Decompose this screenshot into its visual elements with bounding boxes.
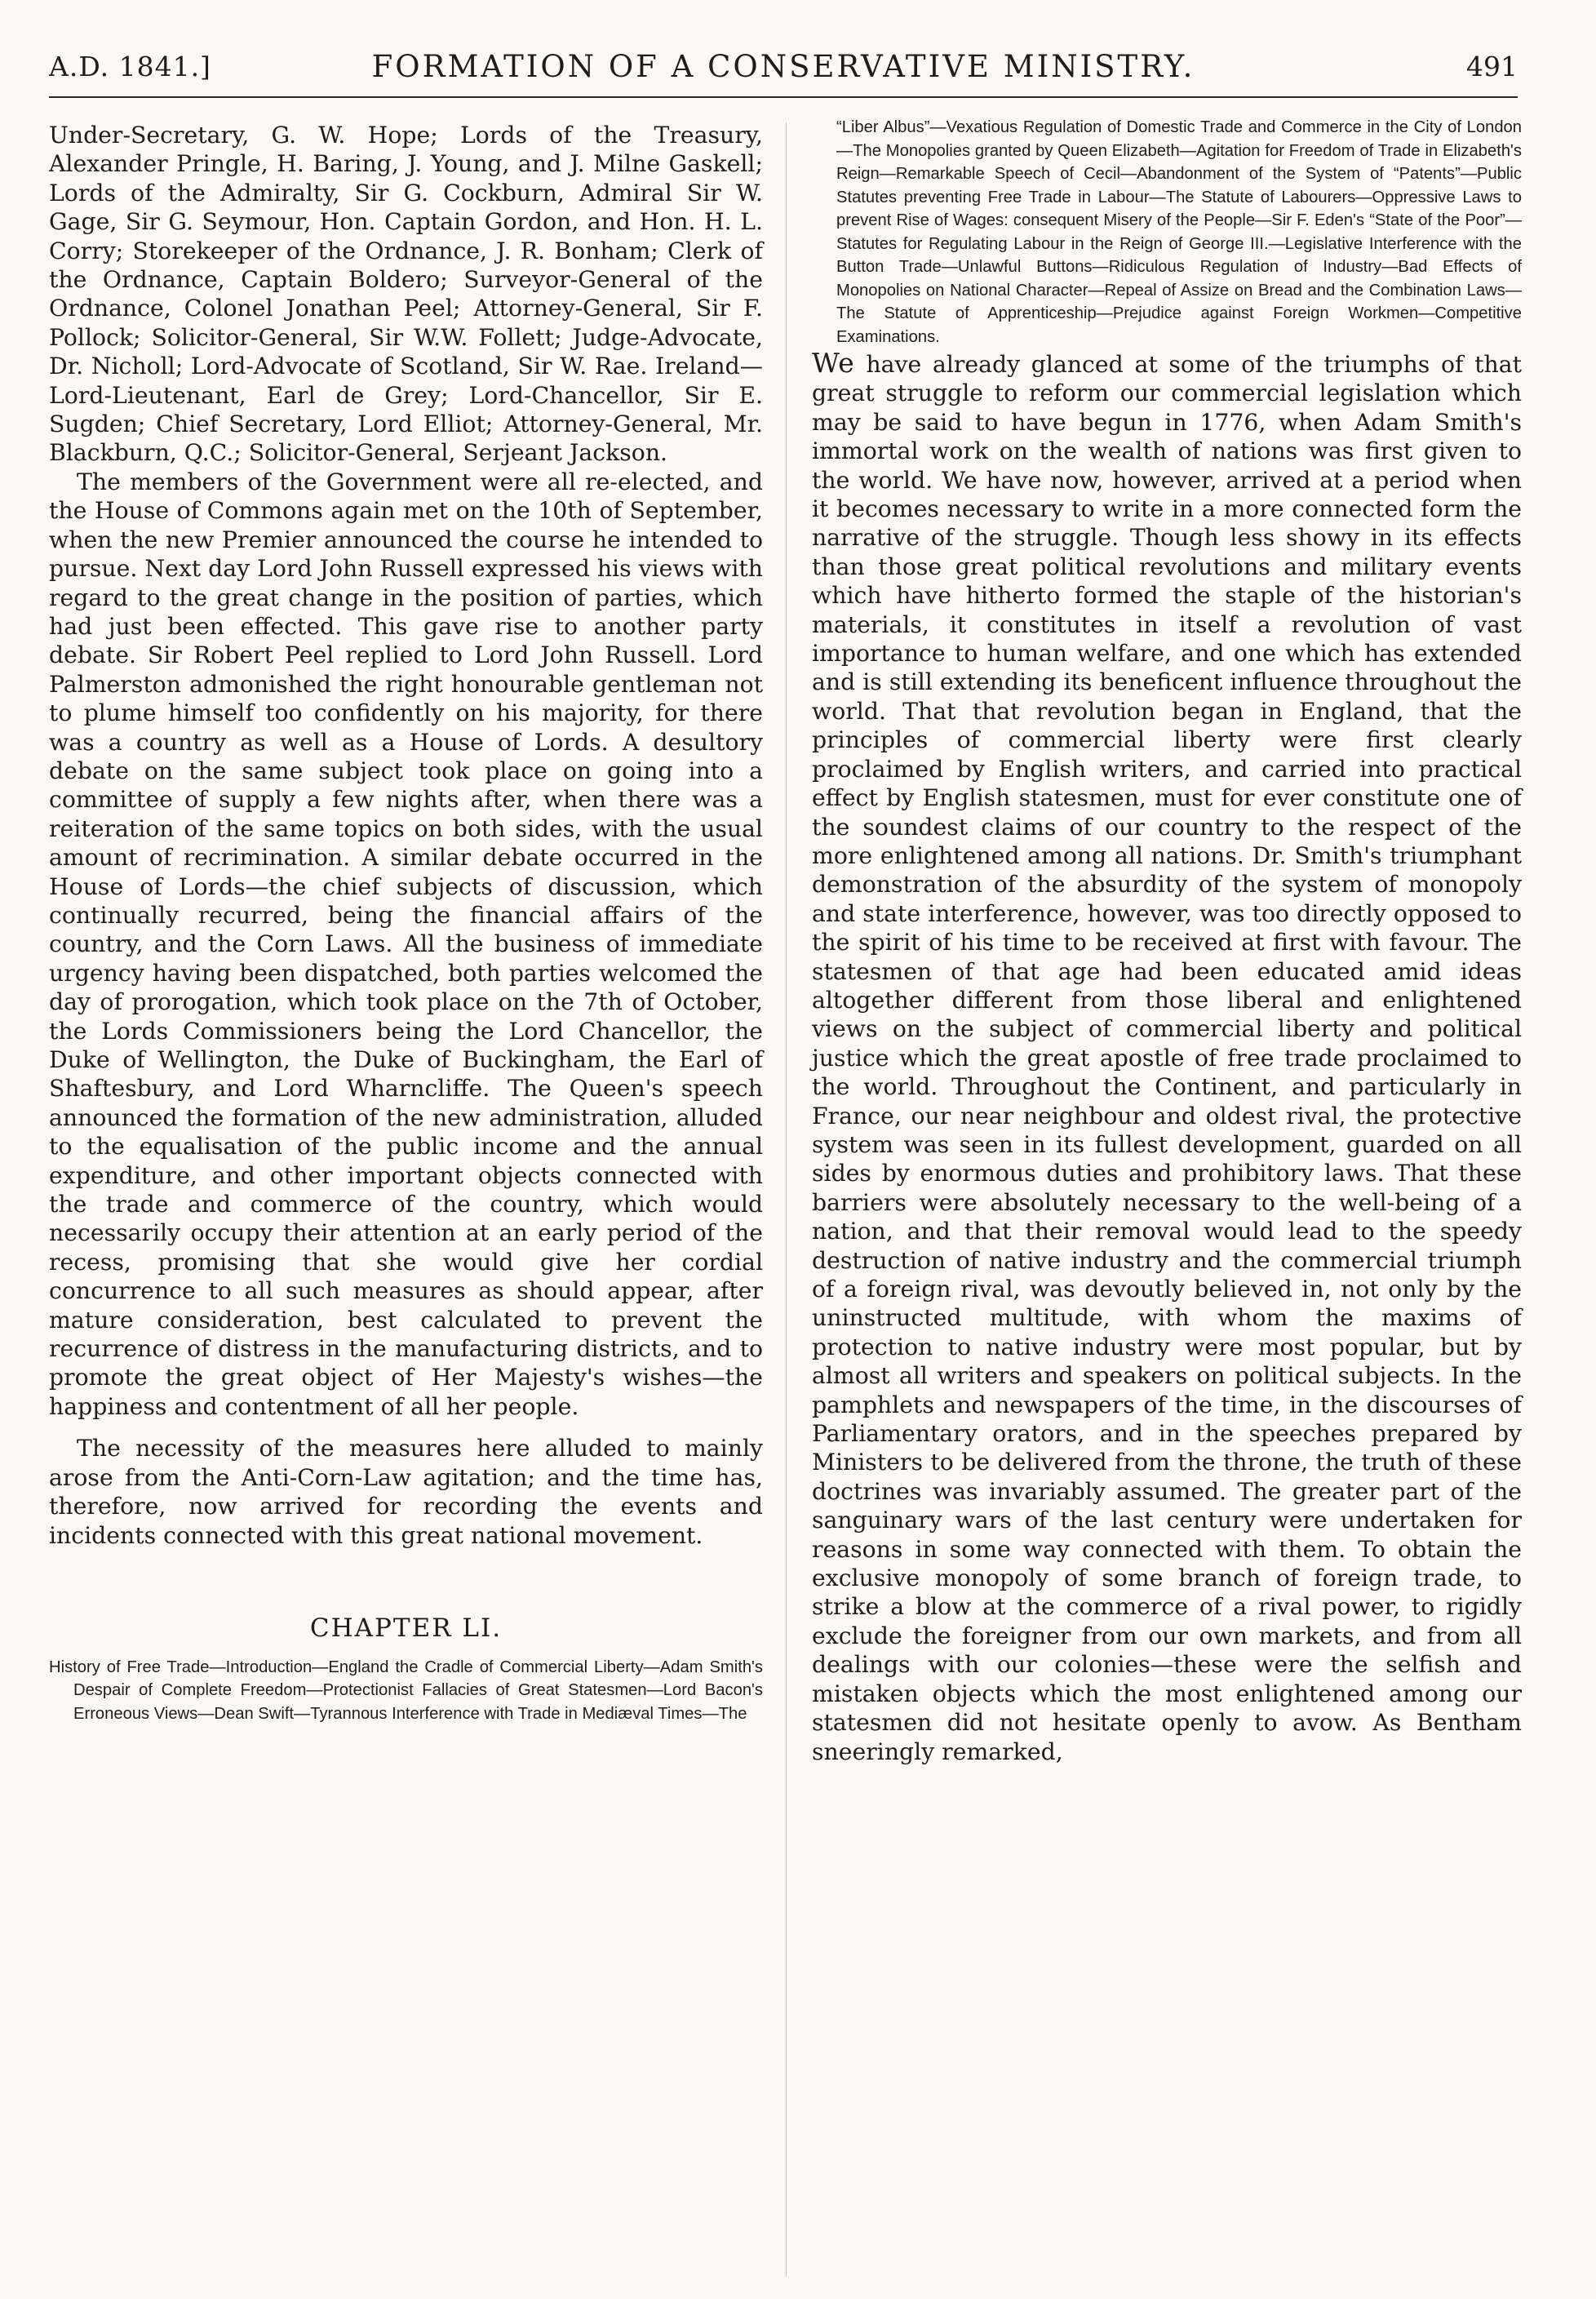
opening-word: We bbox=[812, 347, 855, 379]
chapter-synopsis-continued: “Liber Albus”—Vexatious Regulation of Domestic Trade and Commerce in the City of London—The Monopolies granted by Queen Elizabeth—Agitation for Freedom of Trade in Elizabeth's Reign—Remarkable Speech of Cecil—Abandonment of the System of “Patents”—Public Statutes preventing Free Trade in Labour—The Statute of Labourers—Oppressive Laws to prevent Rise of Wages: consequent Misery of the People—Sir F. Eden's “State of the Poor”—Statutes for Regulating Labour in the Reign of George III.—Legislative Interference with the Button Trade—Unlawful Buttons—Ridiculous Regulation of Industry—Bad Effects of Monopolies on National Character—Repeal of Assize on Bread and the Combination Laws—The Statute of Apprenticeship—Prejudice against Foreign Workmen—Competitive Examinations. bbox=[836, 118, 1522, 346]
header-rule bbox=[49, 96, 1518, 98]
column-divider bbox=[786, 122, 787, 2277]
paragraph-anti-corn-law: The necessity of the measures here alluded to mainly arose from the Anti-Corn-Law agitation; and the time has, therefore, now arrived for recording the events and incidents connected with this great national movement. bbox=[49, 1435, 763, 1549]
chapter-heading: CHAPTER LI. bbox=[309, 1613, 503, 1643]
header-title: FORMATION OF A CONSERVATIVE MINISTRY. bbox=[371, 49, 1195, 84]
paragraph-free-trade-history bbox=[812, 348, 1522, 1766]
chapter-synopsis-start: History of Free Trade—Introduction—England the Cradle of Commercial Liberty—Adam Smith's Despair of Complete Freedom—Protectionist Fallacies of Great Statesmen—Lord Bacon's Erroneous Views—Dean Swift—Tyrannous Interference with Trade in Mediæval Times—The bbox=[49, 1658, 763, 1723]
opening-text: have already glanced at some of the triumphs of that great struggle to reform our commercial legislation which may be said to have begun in 1776, when Adam Smith's immortal work on the wealth of nations was first given to the world. We have now, however, arrived at a period when it becomes necessary to write in a more connected form the narrative of the struggle. Though less showy in its effects than those great political revolutions and military events which have hitherto formed the staple of the historian's materials, it constitutes in itself a revolution of vast importance to human welfare, and one which has extended and is still extending its beneficent influence throughout the world. That that revolution began in England, that the principles of commercial liberty were first clearly proclaimed by English writers, and carried into practical effect by English statesmen, must for ever constitute one of the soundest claims of our country to the respect of the more enlightened among all nations. Dr. Smith's triumphant demonstration of the absurdity of the system of monopoly and state interference, however, was too directly opposed to the spirit of his time to be received at first with favour. The statesmen of that age had been educated amid ideas altogether different from those liberal and enlightened views on the subject of commercial liberty and political justice which the great apostle of free trade proclaimed to the world. Throughout the Continent, and particularly in France, our near neighbour and oldest rival, the protective system was seen in its fullest development, guarded on all sides by enormous duties and prohibitory laws. That these barriers were absolutely necessary to the well-being of a nation, and that their removal would lead to the speedy destruction of native industry and the commercial triumph of a foreign rival, was devoutly believed in, not only by the uninstructed multitude, with whom the maxims of protection to native industry were most popular, but by almost all writers and speakers on political subjects. In the pamphlets and newspapers of the time, in the discourses of Parliamentary orators, and in the speeches prepared by Ministers to be delivered from the throne, the truth of these doctrines was invariably assumed. The greater part of the sanguinary wars of the last century were undertaken for reasons in some way connected with them. To obtain the exclusive monopoly of some branch of foreign trade, to strike a blow at the commerce of a rival power, to rigidly exclude the foreigner from our own markets, and from all dealings with our colonies—these were the selfish and mistaken objects which the most enlightened among our statesmen did not hesitate openly to avow. As Bentham sneeringly remarked, bbox=[812, 351, 1522, 1765]
running-head bbox=[49, 51, 1518, 91]
right-column bbox=[812, 118, 1522, 1766]
header-date: A.D. 1841.] bbox=[49, 51, 211, 82]
paragraph-officers-list: Under-Secretary, G. W. Hope; Lords of the Treasury, Alexander Pringle, H. Baring, J. Young, and J. Milne Gaskell; Lords of the Admiralty, Sir G. Cockburn, Admiral Sir W. Gage, Sir G. Seymour, Hon. Captain Gordon, and Hon. H. L. Corry; Storekeeper of the Ordnance, J. R. Bonham; Clerk of the Ordnance, Captain Boldero; Surveyor-General of the Ordnance, Colonel Jonathan Peel; Attorney-General, Sir F. Pollock; Solicitor-General, Sir W.W. Follett; Judge-Advocate, Dr. Nicholl; Lord-Advocate of Scotland, Sir W. Rae. Ireland—Lord-Lieutenant, Earl de Grey; Lord-Chancellor, Sir E. Sugden; Chief Secretary, Lord Elliot; Attorney-General, Mr. Blackburn, Q.C.; Solicitor-General, Serjeant Jackson. bbox=[49, 122, 763, 467]
left-column bbox=[49, 121, 763, 1725]
paragraph-parliament-session: The members of the Government were all re-elected, and the House of Commons again met on the 10th of September, when the new Premier announced the course he intended to pursue. Next day Lord John Russell expressed his views with regard to the great change in the position of parties, which had just been effected. This gave rise to another party debate. Sir Robert Peel replied to Lord John Russell. Lord Palmerston admonished the right honourable gentleman not to plume himself too confidently on his majority, for there was a country as well as a House of Lords. A desultory debate on the same subject took place on going into a committee of supply a few nights after, when there was a reiteration of the same topics on both sides, with the usual amount of recrimination. A similar debate occurred in the House of Lords—the chief subjects of discussion, which continually recurred, being the financial affairs of the country, and the Corn Laws. All the business of immediate urgency having been dispatched, both parties welcomed the day of prorogation, which took place on the 7th of October, the Lords Commissioners being the Lord Chancellor, the Duke of Wellington, the Duke of Buckingham, the Earl of Shaftesbury, and Lord Wharncliffe. The Queen's speech announced the formation of the new administration, alluded to the equalisation of the public income and the annual expenditure, and other important objects connected with the trade and commerce of the country, which would necessarily occupy their attention at an early period of the recess, promising that she would give her cordial concurrence to all such measures as should appear, after mature consideration, best calculated to prevent the recurrence of distress in the manufacturing districts, and to promote the great object of Her Majesty's wishes—the happiness and contentment of all her people. bbox=[49, 468, 764, 1420]
page-number: 491 bbox=[1466, 51, 1518, 82]
